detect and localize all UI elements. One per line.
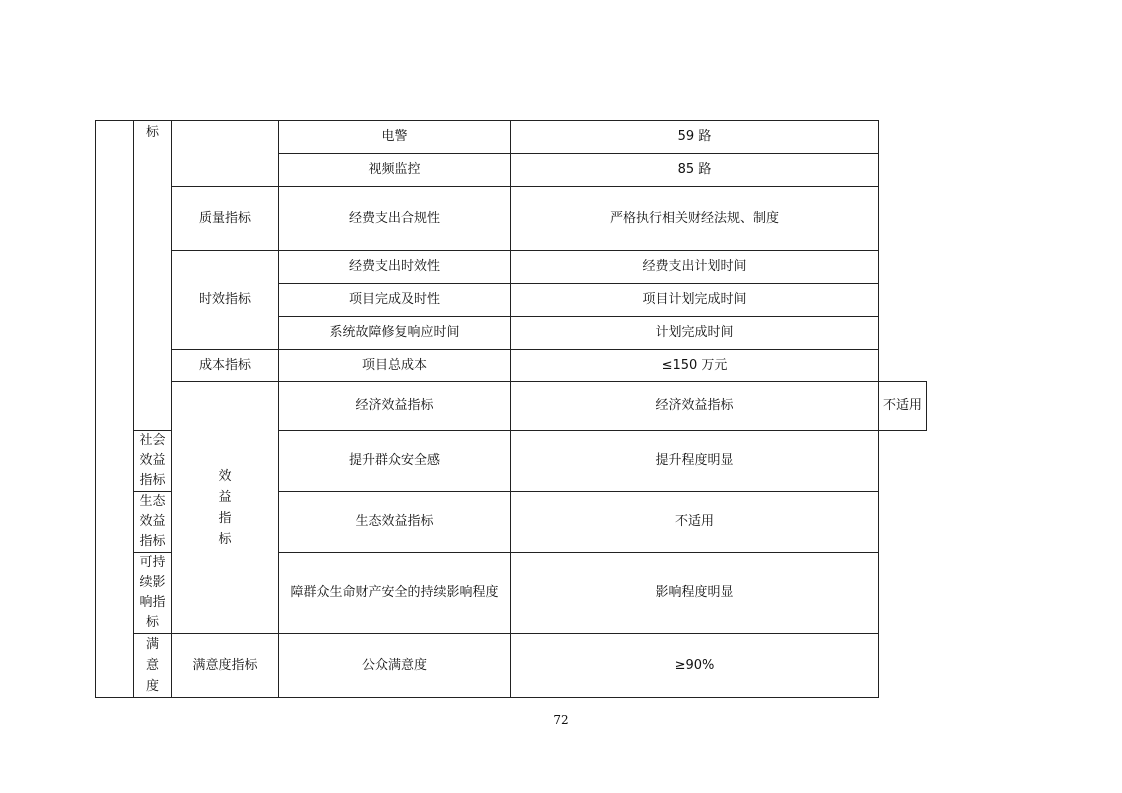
level3-indicator-cell: 公众满意度 [279,634,511,698]
level3-indicator-cell: 经济效益指标 [511,382,879,431]
level3-indicator-cell: 项目总成本 [279,350,511,382]
satisfaction-category-cell: 满 意 度 [134,634,172,698]
level3-indicator-cell: 视频监控 [279,154,511,187]
indicator-value-cell: 不适用 [511,492,879,553]
level2-indicator-cell: 成本指标 [172,350,279,382]
level3-indicator-cell: 经费支出合规性 [279,187,511,251]
level3-indicator-cell: 生态效益指标 [279,492,511,553]
table-row [96,187,927,251]
output-category-cell: 标 [134,121,172,431]
level2-indicator-cell: 可持续影响指 标 [134,553,172,634]
indicator-value-cell: 影响程度明显 [511,553,879,634]
table-row [96,251,927,284]
performance-indicator-table [95,120,927,698]
level3-indicator-cell: 提升群众安全感 [279,431,511,492]
level3-indicator-cell: 电警 [279,121,511,154]
level2-indicator-cell: 社会效益指标 [134,431,172,492]
indicator-value-cell: 经费支出计划时间 [511,251,879,284]
level2-indicator-cell: 经济效益指标 [279,382,511,431]
level2-indicator-cell: 生态效益指标 [134,492,172,553]
benefit-category-cell: 效 益 指 标 [172,382,279,634]
level2-indicator-cell: 质量指标 [172,187,279,251]
indicator-value-cell: 计划完成时间 [511,317,879,350]
level2-indicator-cell: 时效指标 [172,251,279,350]
indicator-value-cell: 提升程度明显 [511,431,879,492]
level3-indicator-cell: 障群众生命财产安全的持续影响程度 [279,553,511,634]
level3-indicator-cell: 系统故障修复响应时间 [279,317,511,350]
level2-indicator-cell: 满意度指标 [172,634,279,698]
indicator-value-cell: 85 路 [511,154,879,187]
level3-indicator-cell: 经费支出时效性 [279,251,511,284]
table-row [96,121,927,154]
indicator-value-cell: 59 路 [511,121,879,154]
table-row [96,382,927,431]
level1-category-cell [96,121,134,698]
level3-indicator-cell: 项目完成及时性 [279,284,511,317]
indicator-value-cell: ≥90% [511,634,879,698]
table-row [96,634,927,698]
table-row [96,350,927,382]
indicator-value-cell: ≤150 万元 [511,350,879,382]
indicator-value-cell: 严格执行相关财经法规、制度 [511,187,879,251]
level2-indicator-cell [172,121,279,187]
indicator-value-cell: 不适用 [879,382,927,431]
indicator-value-cell: 项目计划完成时间 [511,284,879,317]
page-number: 72 [553,713,569,727]
